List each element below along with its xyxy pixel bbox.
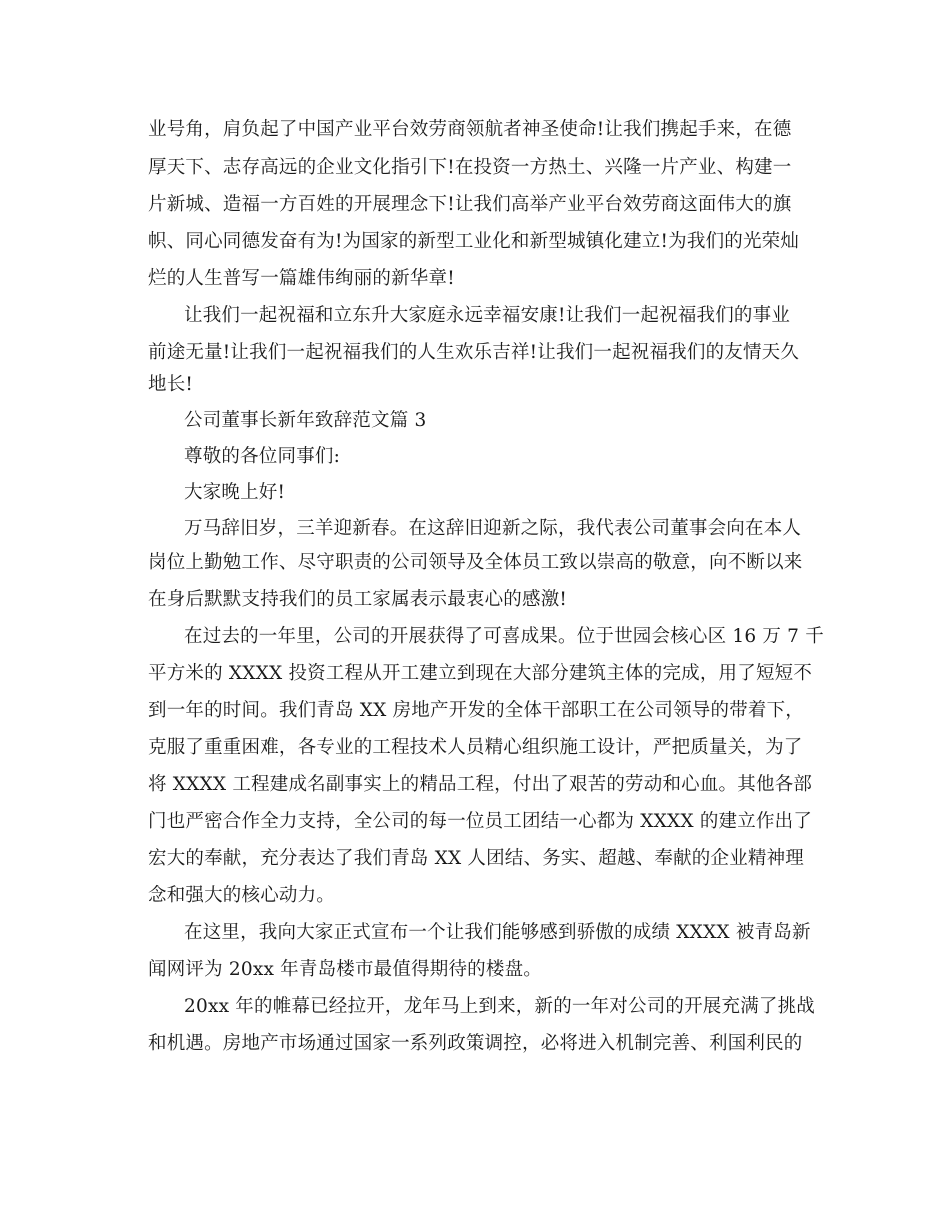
text-line: 让我们一起祝福和立东升大家庭永远幸福安康!让我们一起祝福我们的事业	[184, 305, 791, 326]
greeting: 大家晚上好!	[184, 482, 286, 503]
text-line: 业号角，肩负起了中国产业平台效劳商领航者神圣使命!让我们携起手来，在德	[148, 119, 792, 140]
text-line: 平方米的 XXXX 投资工程从开工建立到现在大部分建筑主体的完成，用了短短不	[148, 663, 813, 684]
text-line: 帜、同心同德发奋有为!为国家的新型工业化和新型城镇化建立!为我们的光荣灿	[148, 231, 800, 252]
text-line: 门也严密合作全力支持，全公司的每一位员工团结一心都为 XXXX 的建立作出了	[148, 811, 813, 832]
text-line: 在这里，我向大家正式宣布一个让我们能够感到骄傲的成绩 XXXX 被青岛新	[184, 922, 811, 943]
text-line: 闻网评为 20xx 年青岛楼市最值得期待的楼盘。	[148, 959, 542, 980]
text-line: 烂的人生普写一篇雄伟绚丽的新华章!	[148, 268, 455, 289]
text-line: 宏大的奉献，充分表达了我们青岛 XX 人团结、务实、超越、奉献的企业精神理	[148, 848, 805, 869]
salutation: 尊敬的各位同事们:	[184, 446, 341, 467]
text-line: 片新城、造福一方百姓的开展理念下!让我们高举产业平台效劳商这面伟大的旗	[148, 194, 792, 215]
text-line: 在身后默默支持我们的员工家属表示最衷心的感激!	[148, 589, 568, 610]
text-line: 克服了重重困难，各专业的工程技术人员精心组织施工设计，严把质量关，为了	[148, 737, 803, 758]
text-line: 和机遇。房地产市场通过国家一系列政策调控，必将进入机制完善、利国利民的	[148, 1033, 803, 1054]
text-line: 前途无量!让我们一起祝福我们的人生欢乐吉祥!让我们一起祝福我们的友情天久	[148, 342, 800, 363]
text-line: 万马辞旧岁，三羊迎新春。在这辞旧迎新之际，我代表公司董事会向在本人	[184, 518, 802, 539]
text-line: 念和强大的核心动力。	[148, 885, 336, 906]
text-line: 厚天下、志存高远的企业文化指引下!在投资一方热土、兴隆一片产业、构建一	[148, 157, 792, 178]
section-heading: 公司董事长新年致辞范文篇 3	[184, 410, 427, 431]
text-line: 地长!	[148, 374, 194, 395]
text-line: 岗位上勤勉工作、尽守职责的公司领导及全体员工致以崇高的敬意，向不断以来	[148, 552, 803, 573]
text-line: 20xx 年的帷幕已经拉开，龙年马上到来，新的一年对公司的开展充满了挑战	[184, 996, 815, 1017]
text-line: 将 XXXX 工程建成名副事实上的精品工程，付出了艰苦的劳动和心血。其他各部	[148, 774, 813, 795]
text-line: 在过去的一年里，公司的开展获得了可喜成果。位于世园会核心区 16 万 7 千	[184, 626, 824, 647]
text-line: 到一年的时间。我们青岛 XX 房地产开发的全体干部职工在公司领导的带着下，	[148, 700, 805, 721]
